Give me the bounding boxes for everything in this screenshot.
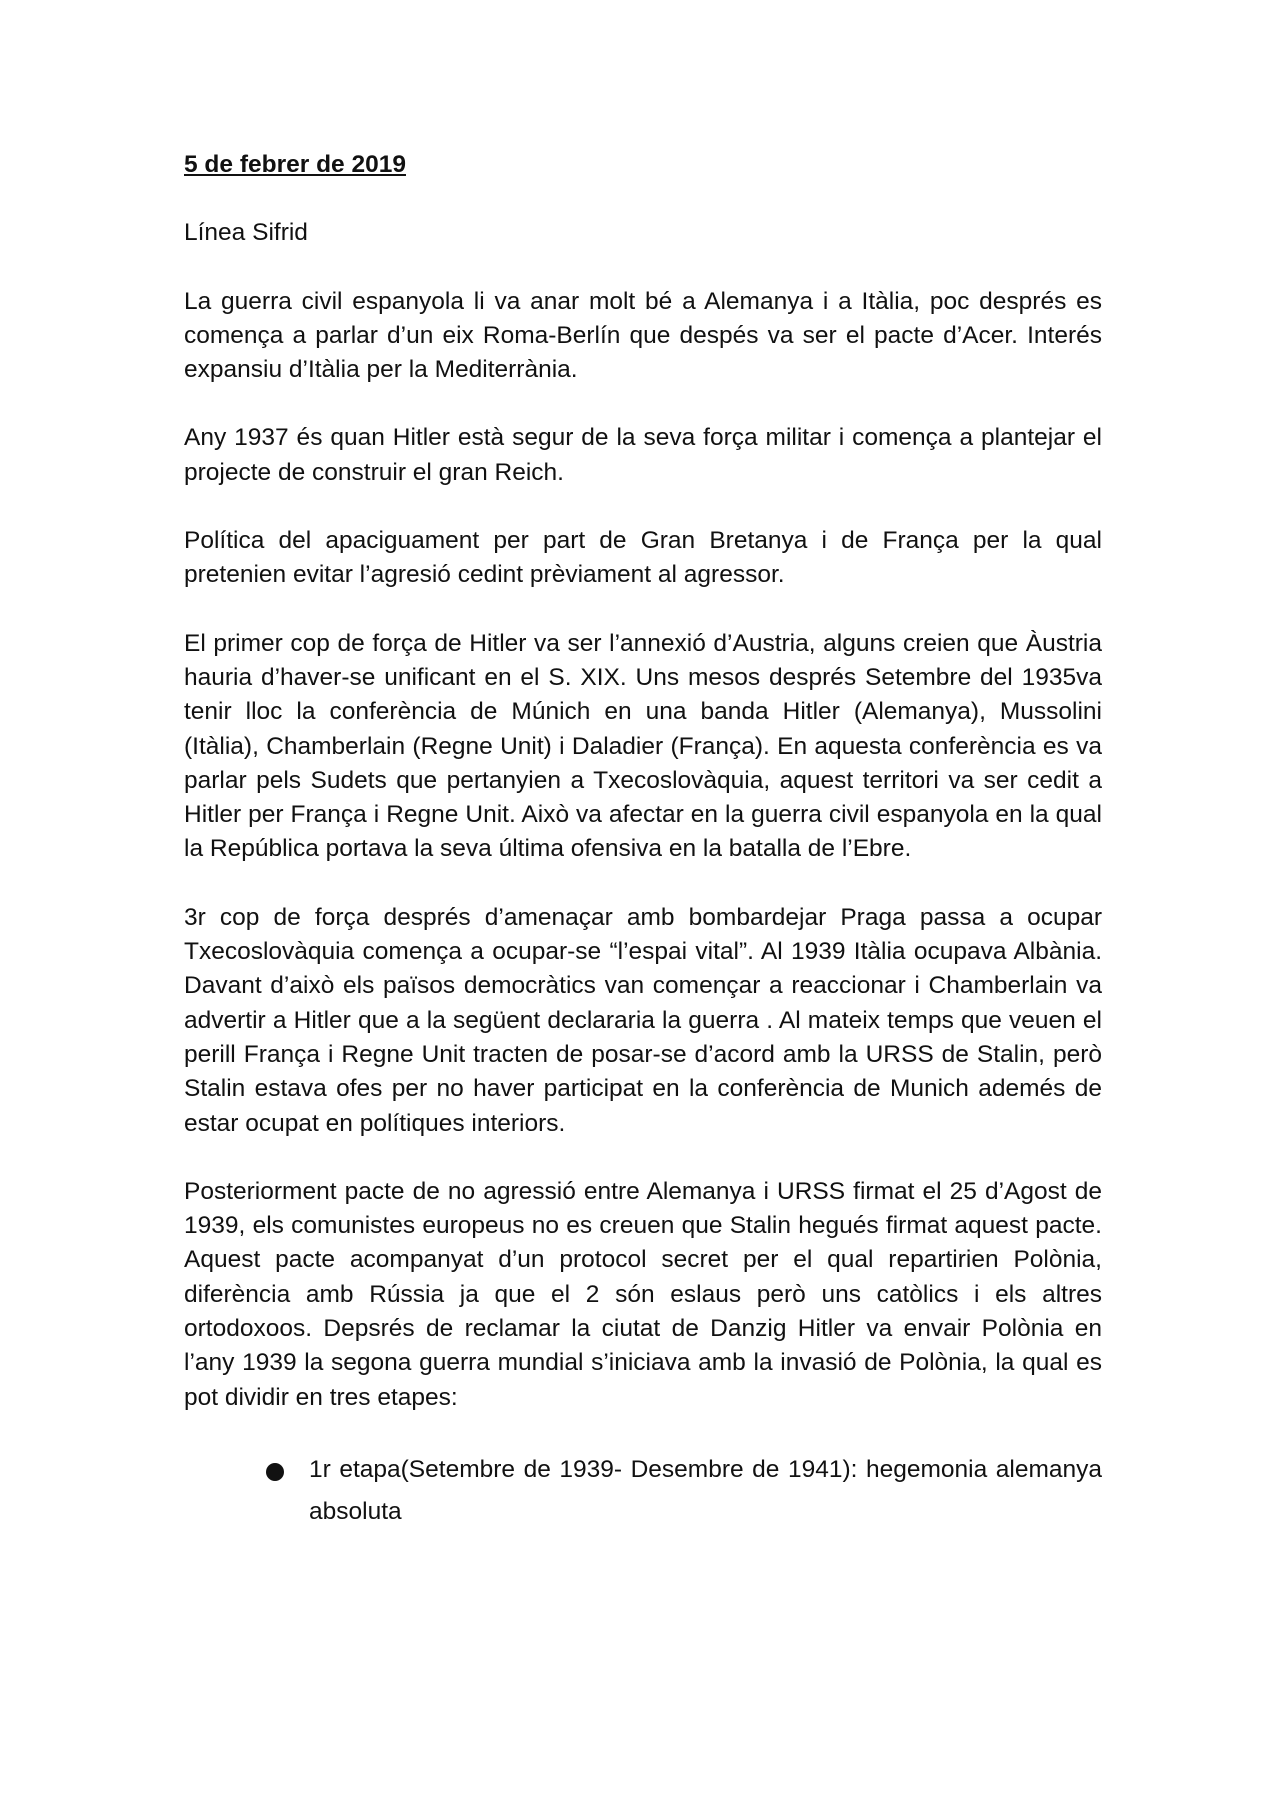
paragraph: Política del apaciguament per part de Gran Bretanya i de França per la qual pretenien evitar l’agresió cedint prèviament al agressor. (184, 527, 1102, 589)
bullet-dot-icon (266, 1463, 284, 1481)
bullet-item (264, 1449, 1102, 1533)
document-body (184, 148, 1102, 1533)
paragraph: Any 1937 és quan Hitler està segur de la seva força militar i comença a plantejar el projecte de construir el gran Reich. (184, 424, 1102, 486)
document-subtitle: Línea Sifrid (184, 219, 308, 247)
document-date: 5 de febrer de 2019 (184, 151, 406, 178)
paragraph: La guerra civil espanyola li va anar molt bé a Alemanya i a Itàlia, poc després es comença a parlar d’un eix Roma-Berlín que despés va ser el pacte d’Acer. Interés expansiu d’Itàlia per la Mediterrània. (184, 287, 1102, 384)
paragraph: Posteriorment pacte de no agressió entre Alemanya i URSS firmat el 25 d’Agost de 1939, els comunistes europeus no es creuen que Stalin hegués firmat aquest pacte. Aquest pacte acompanyat d’un protocol secret per el qual repartirien Polònia, diferència amb Rússia ja que el 2 són eslaus però uns catòlics i els altres ortodoxoos. Depsrés de reclamar la ciutat de Danzig Hitler va envair Polònia en l’any 1939 la segona guerra mundial s’iniciava amb la invasió de Polònia, la qual es pot dividir en tres etapes: (184, 1177, 1102, 1411)
bullet-list (184, 1449, 1102, 1533)
paragraph: El primer cop de força de Hitler va ser l’annexió d’Austria, alguns creien que Àustria hauria d’haver-se unificant en el S. XIX. Uns mesos després Setembre del 1935va tenir lloc la conferència de Múnich en una banda Hitler (Alemanya), Mussolini (Itàlia), Chamberlain (Regne Unit) i Daladier (França). En aquesta conferència es va parlar pels Sudets que pertanyien a Txecoslovàquia, aquest territori va ser cedit a Hitler per França i Regne Unit. Això va afectar en la guerra civil espanyola en la qual la República portava la seva última ofensiva en la batalla de l’Ebre. (184, 629, 1102, 863)
bullet-text: 1r etapa(Setembre de 1939- Desembre de 1941): hegemonia alemanya absoluta (309, 1455, 1102, 1525)
paragraph: 3r cop de força després d’amenaçar amb bombardejar Praga passa a ocupar Txecoslovàquia comença a ocupar-se “l’espai vital”. Al 1939 Itàlia ocupava Albània. Davant d’això els països democràtics van començar a reaccionar i Chamberlain va advertir a Hitler que a la següent declararia la guerra . Al mateix temps que veuen el perill França i Regne Unit tracten de posar-se d’acord amb la URSS de Stalin, però Stalin estava ofes per no haver participat en la conferència de Munich ademés de estar ocupat en polítiques interiors. (184, 903, 1102, 1137)
